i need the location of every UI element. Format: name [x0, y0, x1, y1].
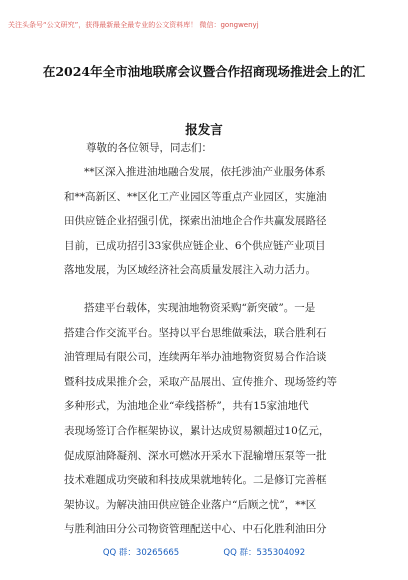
- footer: [0, 540, 408, 559]
- paragraph-line: 暨科技成果推介会，采取产品展出、宣传推介、现场签约等: [64, 375, 337, 388]
- paragraph-line: 表现场签订合作框架协议，累计达成贸易额超过10亿元，: [64, 424, 330, 437]
- banner-text: 关注头条号“公文研究”，获得最新最全最专业的公文资料库！ 微信：gongwenyj: [8, 21, 259, 29]
- paragraph-line: 技术难题成功突破和科技成果就地转化。二是修订完善框: [64, 474, 327, 487]
- paragraph-line: 与胜利油田分公司物资管理配送中心、中石化胜利油田分: [64, 523, 327, 536]
- paragraph-line: 油管理局有限公司，连续两年举办油地物资贸易合作洽谈: [64, 351, 327, 364]
- paragraph-2: [64, 296, 354, 542]
- paragraph-line: 和**高新区、**区化工产业园区等重点产业园区，实施油: [64, 190, 327, 203]
- paragraph-line: 架协议。为解决油田供应链企业落户“后顾之忧”，**区: [64, 498, 317, 511]
- paragraph-line: 多种形式，为油地企业“牵线搭桥”，共有15家油地代: [64, 400, 309, 413]
- greeting: 尊敬的各位领导，同志们：: [86, 142, 212, 154]
- paragraph-line: 田供应链企业招强引优，探索出油地企合作共赢发展路径: [64, 215, 327, 228]
- paragraph-1: [64, 160, 354, 283]
- footer-qq-group-2: QQ 群：535304092: [223, 548, 306, 558]
- paragraph-line: **区深入推进油地融合发展，依托涉油产业服务体系: [84, 166, 326, 178]
- paragraph-line: 搭建平台载体，实现油地物资采购“新突破”。一是: [84, 302, 316, 314]
- page-title-line-1: 在2024年全市油地联席会议暨合作招商现场推进会上的汇: [42, 64, 366, 79]
- top-banner: [8, 12, 400, 34]
- paragraph-line: 促成原油降凝剂、深水可燃冰开采水下混输增压泵等一批: [64, 449, 327, 462]
- page-title-line-2: 报发言: [185, 122, 223, 137]
- footer-qq-group-1: QQ 群：30265665: [102, 548, 180, 558]
- paragraph-line: 落地发展，为区域经济社会高质量发展注入动力活力。: [64, 264, 316, 277]
- paragraph-line: 目前，已成功招引33家供应链企业、6个供应链产业项目: [64, 239, 326, 252]
- paragraph-line: 搭建合作交流平台。坚持以平台思维做乘法，联合胜利石: [64, 326, 327, 339]
